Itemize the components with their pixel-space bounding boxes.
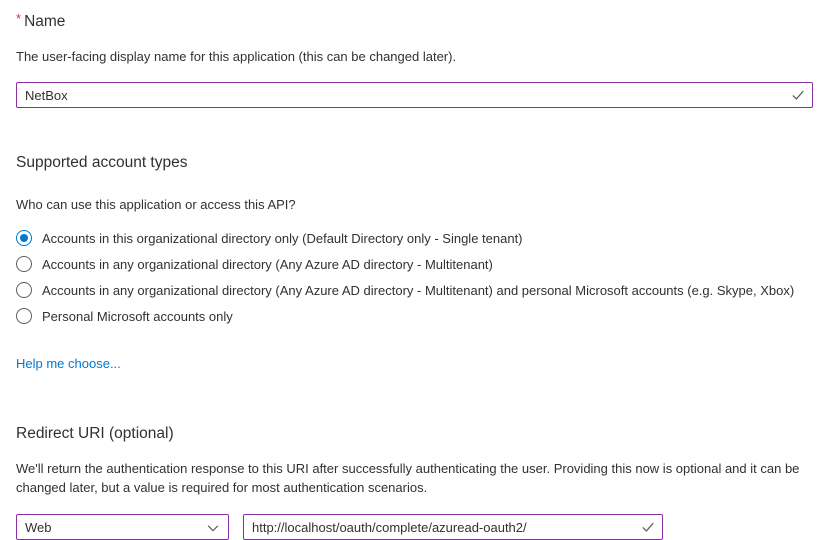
- redirect-uri-description: We'll return the authentication response to this URI after successfully authenticating the user. Providing this now is optional and it can be changed later, but a value is required for most authentication scenarios.: [16, 461, 800, 495]
- radio-selected-icon[interactable]: [16, 230, 32, 246]
- radio-option-label: Accounts in any organizational directory (Any Azure AD directory - Multitenant): [42, 256, 493, 272]
- name-input[interactable]: [16, 82, 813, 108]
- radio-option-single-tenant[interactable]: [16, 225, 813, 251]
- radio-option-label: Accounts in any organizational directory (Any Azure AD directory - Multitenant) and personal Microsoft accounts (e.g. Skype, Xbox): [42, 282, 795, 298]
- radio-unselected-icon[interactable]: [16, 256, 32, 272]
- radio-option-label: Accounts in this organizational directory only (Default Directory only - Single tenant): [42, 230, 523, 246]
- account-types-question: Who can use this application or access this API?: [16, 197, 296, 212]
- radio-unselected-icon[interactable]: [16, 308, 32, 324]
- name-heading-label: Name: [24, 13, 66, 30]
- platform-select-value: Web: [25, 519, 52, 535]
- radio-option-label: Personal Microsoft accounts only: [42, 308, 233, 324]
- account-types-heading: Supported account types: [16, 154, 188, 171]
- radio-option-multitenant[interactable]: [16, 251, 813, 277]
- name-input-container: [16, 82, 813, 108]
- name-section-heading: [16, 8, 813, 33]
- redirect-uri-input[interactable]: [243, 514, 663, 540]
- platform-select[interactable]: [16, 514, 229, 540]
- account-types-radio-group: [16, 225, 813, 329]
- chevron-down-icon: [206, 521, 220, 535]
- redirect-uri-heading: Redirect URI (optional): [16, 425, 174, 442]
- required-asterisk: *: [16, 11, 22, 26]
- name-description: The user-facing display name for this application (this can be changed later).: [16, 49, 457, 64]
- radio-option-personal-only[interactable]: [16, 303, 813, 329]
- radio-option-multitenant-personal[interactable]: [16, 277, 813, 303]
- redirect-uri-controls: [16, 514, 813, 540]
- redirect-uri-input-container: [243, 514, 663, 540]
- help-me-choose-link[interactable]: Help me choose...: [16, 356, 121, 371]
- radio-unselected-icon[interactable]: [16, 282, 32, 298]
